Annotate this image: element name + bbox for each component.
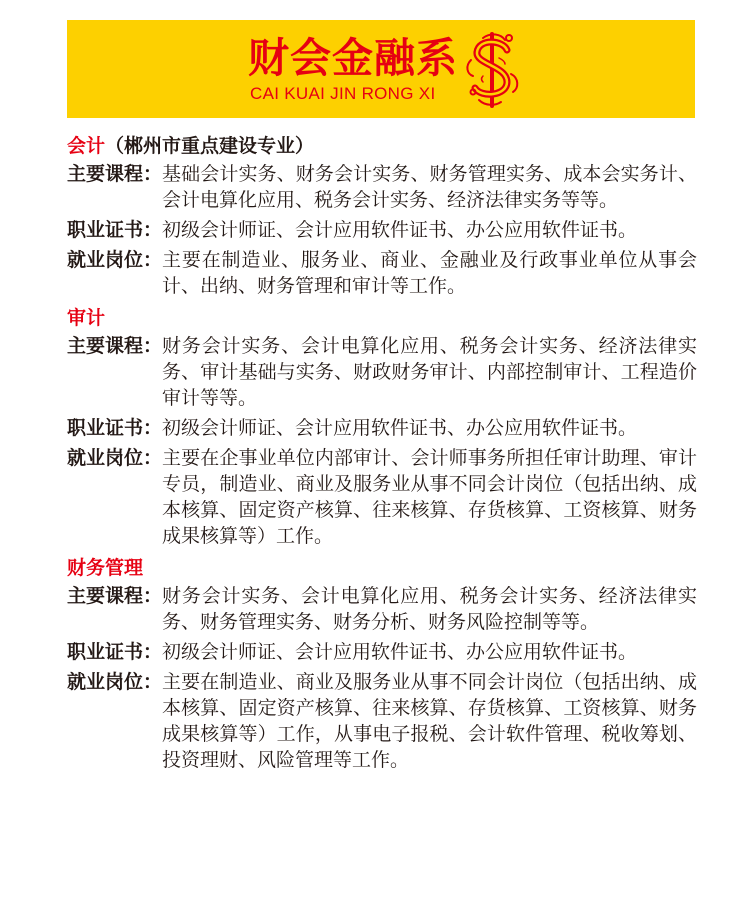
certificates-row (67, 415, 697, 441)
row-text: 财务会计实务、会计电算化应用、税务会计实务、经济法律实务、审计基础与实务、财政财务审计、内部控制审计、工程造价审计等等。 (162, 335, 697, 409)
row-text: 初级会计师证、会计应用软件证书、办公应用软件证书。 (162, 219, 638, 241)
certificates-row (67, 217, 697, 243)
certificates-row (67, 639, 697, 665)
row-label: 就业岗位： (67, 249, 163, 271)
row-text: 主要在制造业、商业及服务业从事不同会计岗位（包括出纳、成本核算、固定资产核算、往来核算、存货核算、工资核算、财务成果核算等）工作，从事电子报税、会计软件管理、税收筹划、投资理财、风险管理等工作。 (162, 671, 697, 771)
row-label: 主要课程： (67, 335, 163, 357)
employment-row (67, 445, 697, 549)
row-text: 初级会计师证、会计应用软件证书、办公应用软件证书。 (162, 417, 638, 439)
department-content (67, 131, 697, 777)
employment-row (67, 669, 697, 773)
major-name: 会计 (67, 135, 106, 157)
major-section-financial-management (67, 553, 697, 773)
header-banner (67, 20, 695, 118)
row-text: 基础会计实务、财务会计实务、财务管理实务、成本会实务计、会计电算化应用、税务会计实务、经济法律实务等等。 (162, 163, 697, 211)
row-label: 职业证书： (67, 219, 163, 241)
major-section-audit (67, 303, 697, 549)
row-text: 主要在制造业、服务业、商业、金融业及行政事业单位从事会计、出纳、财务管理和审计等工作。 (162, 249, 697, 297)
employment-row (67, 247, 697, 299)
major-title (67, 131, 697, 161)
row-text: 财务会计实务、会计电算化应用、税务会计实务、经济法律实务、财务管理实务、财务分析、财务风险控制等等。 (162, 585, 697, 633)
row-text: 初级会计师证、会计应用软件证书、办公应用软件证书。 (162, 641, 638, 663)
major-title (67, 553, 697, 583)
main-courses-row (67, 161, 697, 213)
main-courses-row (67, 583, 697, 635)
department-pinyin-subtitle: CAI KUAI JIN RONG XI (250, 84, 436, 103)
major-name: 审计 (67, 307, 106, 329)
row-label: 就业岗位： (67, 671, 163, 693)
major-name: 财务管理 (67, 557, 144, 579)
row-label: 职业证书： (67, 641, 163, 663)
department-title: 财会金融系 (248, 34, 458, 82)
major-title (67, 303, 697, 333)
row-label: 主要课程： (67, 163, 163, 185)
major-section-accounting (67, 131, 697, 299)
row-label: 职业证书： (67, 417, 163, 439)
major-note: （郴州市重点建设专业） (105, 135, 315, 157)
main-courses-row (67, 333, 697, 411)
row-label: 主要课程： (67, 585, 163, 607)
row-text: 主要在企事业单位内部审计、会计师事务所担任审计助理、审计专员，制造业、商业及服务业从事不同会计岗位（包括出纳、成本核算、固定资产核算、往来核算、存货核算、工资核算、财务成果核算等）工作。 (162, 447, 697, 547)
dollar-ornament-icon (461, 30, 523, 110)
row-label: 就业岗位： (67, 447, 163, 469)
